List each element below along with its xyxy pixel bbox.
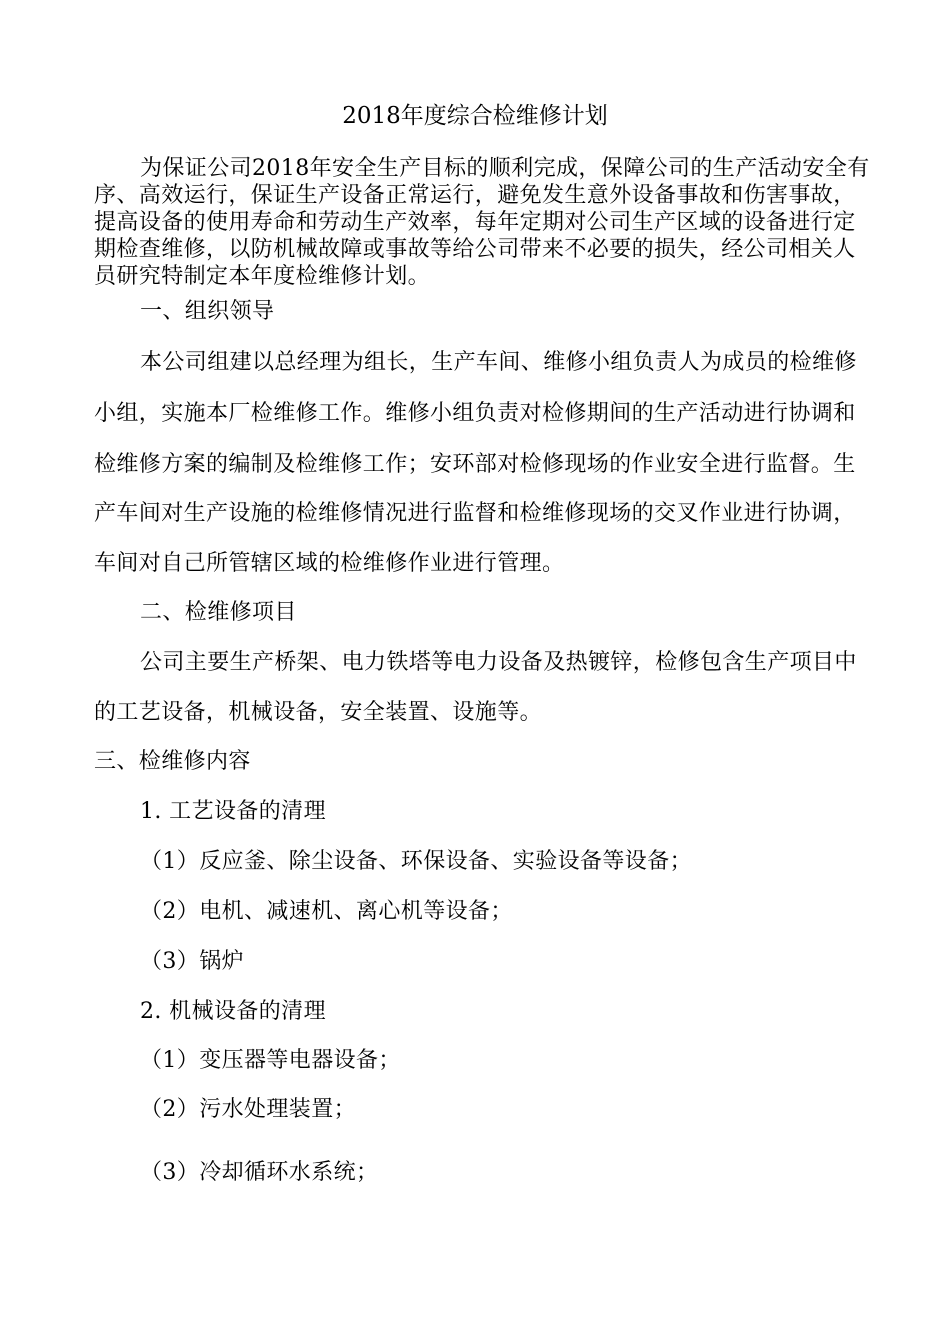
list-item: （3）冷却循环水系统； — [140, 1160, 379, 1185]
intro-line: 提高设备的使用寿命和劳动生产效率，每年定期对公司生产区域的设备进行定 — [94, 210, 856, 235]
subsection-heading-mechanical-equipment: 2. 机械设备的清理 — [140, 999, 326, 1024]
list-item: （2）电机、减速机、离心机等设备； — [140, 899, 513, 924]
intro-line: 为保证公司2018年安全生产目标的顺利完成，保障公司的生产活动安全有 — [140, 156, 870, 181]
list-item: （1）反应釜、除尘设备、环保设备、实验设备等设备； — [140, 849, 692, 874]
list-item: （3）锅炉 — [140, 949, 244, 974]
document-title: 2018年度综合检维修计划 — [342, 103, 608, 129]
paragraph-line: 的工艺设备，机械设备，安全装置、设施等。 — [94, 700, 543, 725]
paragraph-line: 车间对自己所管辖区域的检维修作业进行管理。 — [94, 551, 565, 576]
intro-line: 期检查维修，以防机械故障或事故等给公司带来不必要的损失，经公司相关人 — [94, 237, 856, 262]
paragraph-line: 公司主要生产桥架、电力铁塔等电力设备及热镀锌，检修包含生产项目中 — [140, 650, 857, 675]
list-item: （1）变压器等电器设备； — [140, 1048, 401, 1073]
list-item: （2）污水处理装置； — [140, 1097, 356, 1122]
section-heading-contents: 三、检维修内容 — [94, 749, 251, 774]
intro-line: 序、高效运行，保证生产设备正常运行，避免发生意外设备事故和伤害事故， — [94, 183, 856, 208]
subsection-heading-process-equipment: 1. 工艺设备的清理 — [140, 799, 326, 824]
paragraph-line: 本公司组建以总经理为组长，生产车间、维修小组负责人为成员的检维修 — [140, 350, 857, 375]
intro-line: 员研究特制定本年度检维修计划。 — [94, 264, 431, 289]
paragraph-line: 检维修方案的编制及检维修工作；安环部对检修现场的作业安全进行监督。生 — [94, 452, 856, 477]
section-heading-organization: 一、组织领导 — [140, 299, 275, 324]
section-heading-projects: 二、检维修项目 — [140, 600, 297, 625]
paragraph-line: 产车间对生产设施的检维修情况进行监督和检维修现场的交叉作业进行协调， — [94, 501, 856, 526]
paragraph-line: 小组，实施本厂检维修工作。维修小组负责对检修期间的生产活动进行协调和 — [94, 401, 856, 426]
